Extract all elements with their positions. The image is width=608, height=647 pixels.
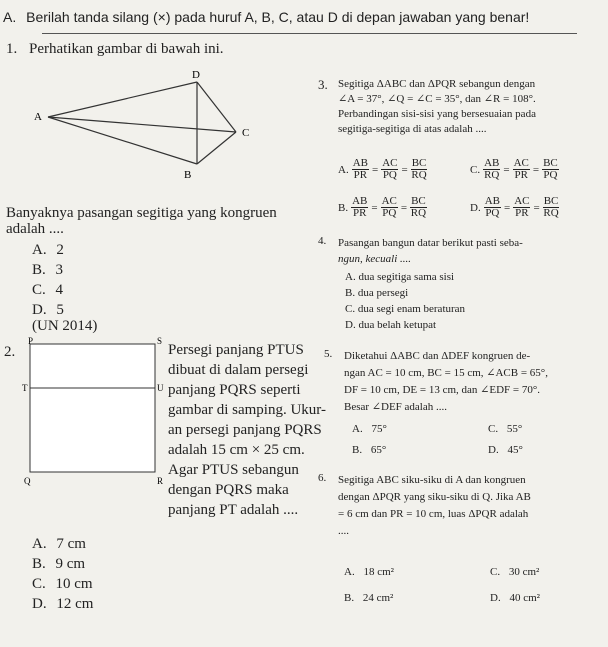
header-rule <box>42 33 577 34</box>
q1-question-line2: adalah .... <box>6 221 64 237</box>
q5-number: 5. <box>324 348 333 360</box>
q6-number: 6. <box>318 472 327 484</box>
q2-option[interactable]: C. 10 cm <box>32 576 93 592</box>
q3-option-a[interactable]: A. $\frac{AB}{PR}$ = $\frac{AC}{PQ}$ = $\frac{BC}{RQ}$ <box>338 157 427 181</box>
q4-option[interactable]: D. dua belah ketupat <box>345 319 437 331</box>
q1-option[interactable]: D. 5 <box>32 302 64 318</box>
q6-text: Segitiga ABC siku-siku di A dan kongruen dengan ΔPQR yang siku-siku di Q. Jika AB = 6 cm dan PR = 10 cm, luas ΔPQR adalah .... <box>338 474 531 537</box>
q4-text: Pasangan bangun datar berikut pasti seba- ngun, kecuali .... <box>338 237 523 265</box>
q2-label-r: R <box>157 476 164 486</box>
q2-label-s: S <box>157 336 163 346</box>
q2-option[interactable]: B. 9 cm <box>32 556 86 572</box>
q1-option[interactable]: B. 3 <box>32 262 64 278</box>
q6-option-c[interactable]: C. 30 cm² <box>490 566 540 578</box>
q3-option-d[interactable]: D. $\frac{AB}{PQ}$ = $\frac{AC}{PR}$ = $\frac{BC}{RQ}$ <box>470 195 559 219</box>
q3-option-b[interactable]: B. $\frac{AB}{PR}$ = $\frac{AC}{PQ}$ = $\frac{BC}{RQ}$ <box>338 195 427 219</box>
q2-number: 2. <box>4 344 16 360</box>
q1-label-d: D <box>192 69 200 81</box>
q5-text: Diketahui ΔABC dan ΔDEF kongruen de- ngan AC = 10 cm, BC = 15 cm, ∠ACB = 65°, DF = 10 cm, DE = 13 cm, dan ∠EDF = 70°. Besar ∠DEF adalah .... <box>344 350 548 413</box>
q4-option[interactable]: B. dua persegi <box>345 287 409 299</box>
q2-rect-pqrs <box>30 344 155 472</box>
q2-label-t: T <box>22 383 28 393</box>
q1-label-b: B <box>184 169 192 181</box>
q2-option[interactable]: A. 7 cm <box>32 536 86 552</box>
q2-option[interactable]: D. 12 cm <box>32 596 94 612</box>
q1-source: (UN 2014) <box>32 318 98 334</box>
q2-text: Persegi panjang PTUS dibuat di dalam persegi panjang PQRS seperti gambar di samping. Ukur- an persegi panjang PQRS adalah 15 cm × 25 cm. Agar PTUS sebangun dengan PQRS maka panjang PT adalah .... <box>168 342 326 518</box>
q3-text: Segitiga ΔABC dan ΔPQR sebangun dengan ∠A = 37°, ∠Q = ∠C = 35°, dan ∠R = 108°. Perbandingan sisi-sisi yang bersesuaian pada segitiga-segitiga di atas adalah .... <box>338 78 536 135</box>
q6-option-d[interactable]: D. 40 cm² <box>490 592 540 604</box>
q2-options <box>32 534 93 614</box>
q2-label-p: P <box>28 336 34 346</box>
q2-label-q: Q <box>24 476 31 486</box>
q6-option-b[interactable]: B. 24 cm² <box>344 592 394 604</box>
q2-label-u: U <box>157 383 164 393</box>
q5-option-c[interactable]: C. 55° <box>488 423 523 435</box>
q1-label-a: A <box>34 111 42 123</box>
q1-intro <box>6 41 224 58</box>
q3-option-c[interactable]: C. $\frac{AB}{RQ}$ = $\frac{AC}{PR}$ = $\frac{BC}{PQ}$ <box>470 157 558 181</box>
q3-number: 3. <box>318 77 328 92</box>
q5-option-d[interactable]: D. 45° <box>488 444 523 456</box>
section-header <box>3 9 529 25</box>
q1-option[interactable]: A. 2 <box>32 242 64 258</box>
q1-label-c: C <box>242 127 250 139</box>
q1-text: Perhatikan gambar di bawah ini. <box>29 41 224 57</box>
q6-option-a[interactable]: A. 18 cm² <box>344 566 394 578</box>
q1-option[interactable]: C. 4 <box>32 282 64 298</box>
q1-edge-ba <box>48 117 197 164</box>
q1-number: 1. <box>6 41 18 57</box>
q1-edge-cb <box>197 132 236 164</box>
q1-figure <box>20 64 280 184</box>
q1-edge-ad <box>48 82 197 117</box>
q5-option-b[interactable]: B. 65° <box>352 444 387 456</box>
q1-question-line1: Banyaknya pasangan segitiga yang kongruen <box>6 205 277 221</box>
q1-edge-dc <box>197 82 236 132</box>
q4-number: 4. <box>318 235 327 247</box>
q1-options <box>32 240 64 320</box>
q1-diagonal-ac <box>48 117 236 132</box>
q2-figure <box>14 336 164 486</box>
section-instruction: Berilah tanda silang (×) pada huruf A, B, C, atau D di depan jawaban yang benar! <box>26 9 530 25</box>
q4-option[interactable]: C. dua segi enam beraturan <box>345 303 466 315</box>
q5-option-a[interactable]: A. 75° <box>352 423 387 435</box>
q4-options <box>345 269 465 333</box>
q4-option[interactable]: A. dua segitiga sama sisi <box>345 271 455 283</box>
section-label: A. <box>3 9 17 25</box>
